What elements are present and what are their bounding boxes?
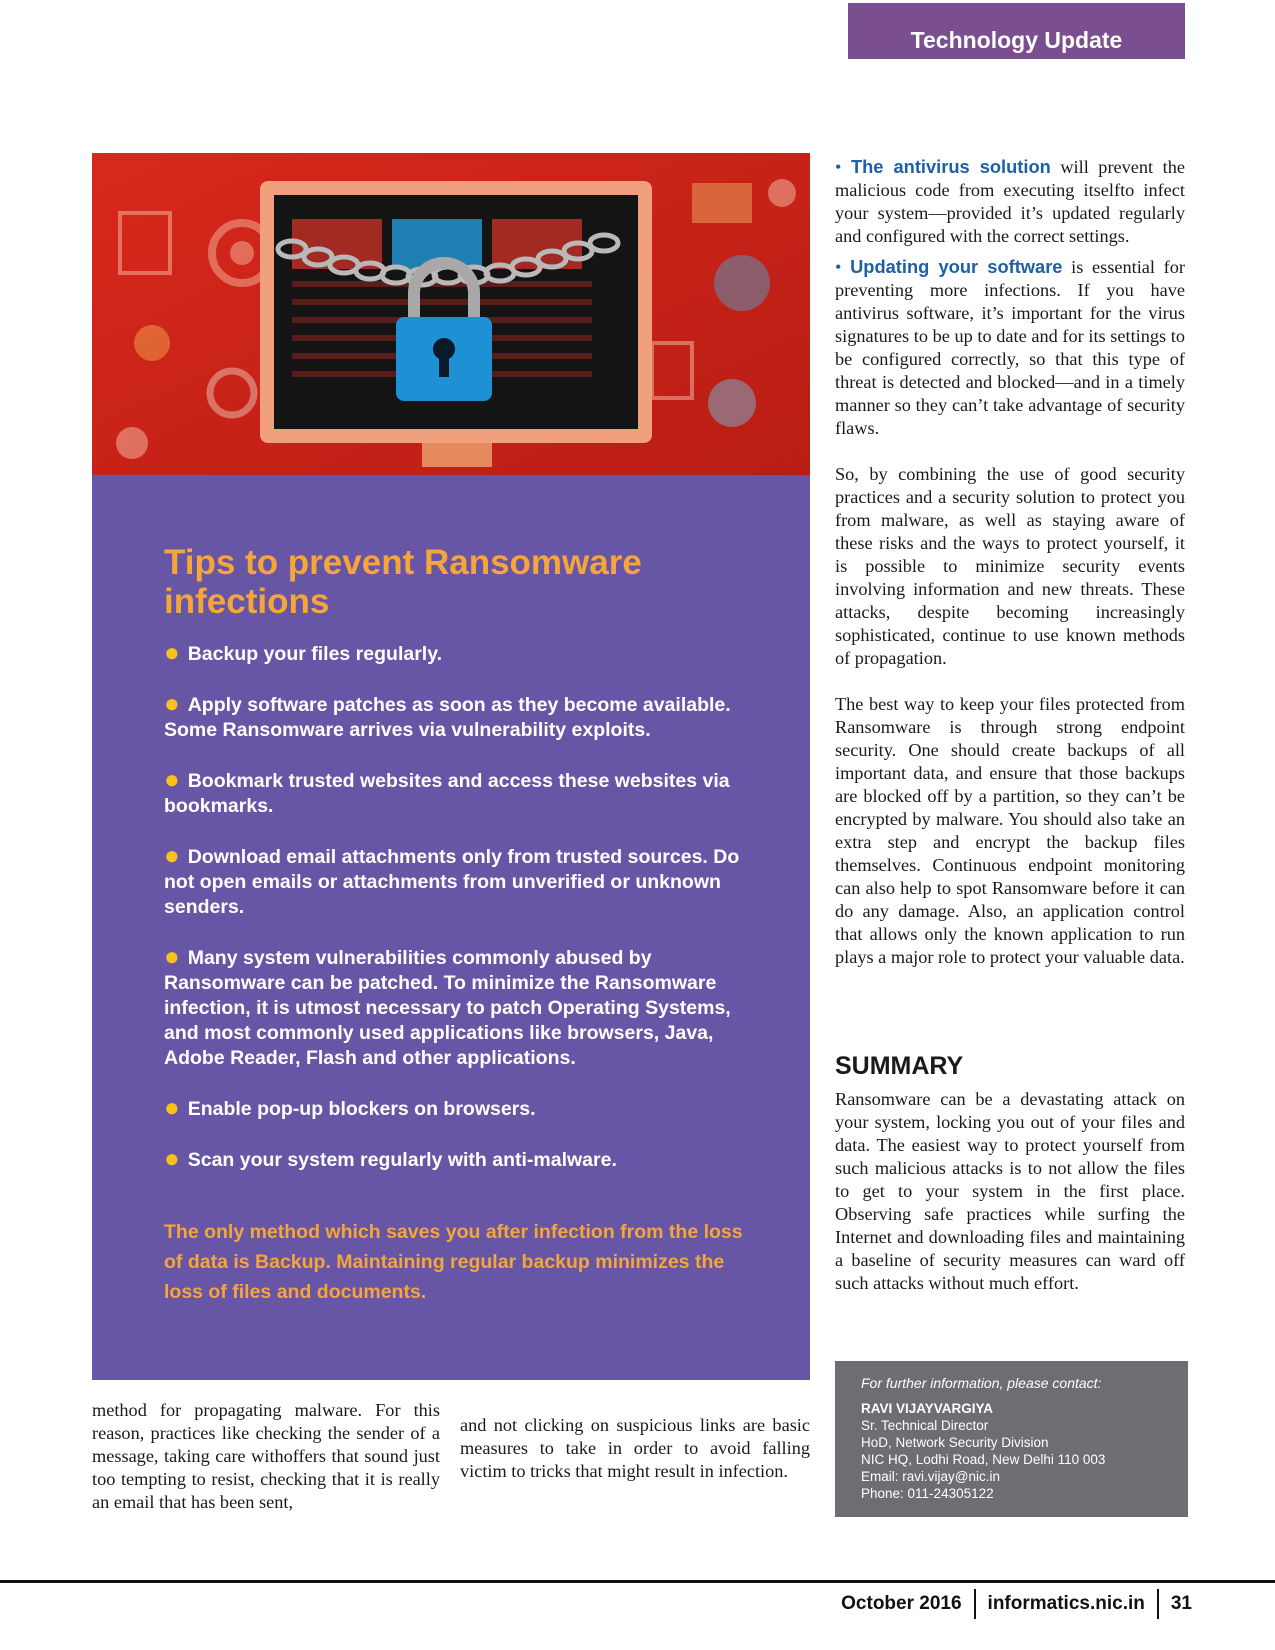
ransomware-illustration <box>92 153 810 475</box>
contact-email: Email: ravi.vijay@nic.in <box>861 1469 1000 1484</box>
footer-site: informatics.nic.in <box>987 1593 1145 1614</box>
footer-divider <box>1157 1589 1159 1619</box>
tips-box <box>92 475 810 1380</box>
bullet-dot-icon: ● <box>164 1143 180 1173</box>
tips-title: Tips to prevent Ransomware infections <box>164 543 642 621</box>
contact-division: HoD, Network Security Division <box>861 1435 1049 1450</box>
contact-phone: Phone: 011-24305122 <box>861 1486 994 1501</box>
bullet-dot-icon: ● <box>164 1092 180 1122</box>
bullet-dot-icon: ● <box>164 637 180 667</box>
contact-intro: For further information, please contact: <box>861 1375 1102 1391</box>
contact-name: RAVI VIJAYVARGIYA <box>861 1401 994 1416</box>
combining-paragraph: So, by combining the use of good security practices and a security solution to protect you from malware, as well as staying aware of these risks and the ways to protect yourself, it is possible to minimize security events involving information and new threats. These attacks, despite becoming increasingly sophisticated, continue to use known methods of propagation. <box>835 464 1185 668</box>
bullet-dot-icon: ● <box>164 840 180 870</box>
list-item: ● Apply software patches as soon as they become available. Some Ransomware arrives via vulnerability exploits. <box>164 688 731 741</box>
contact-address: NIC HQ, Lodhi Road, New Delhi 110 003 <box>861 1452 1106 1467</box>
summary-heading: SUMMARY <box>835 1052 964 1080</box>
list-item: ● Download email attachments only from trusted sources. Do not open emails or attachments from unverified or unknown senders. <box>164 840 740 918</box>
list-item: ● Bookmark trusted websites and access these websites via bookmarks. <box>164 764 730 817</box>
antivirus-heading: The antivirus solution <box>850 156 1051 177</box>
section-tab <box>848 3 1185 59</box>
list-item: ● Backup your files regularly. <box>164 637 443 667</box>
endpoint-paragraph: The best way to keep your files protected from Ransomware is through strong endpoint security. One should create backups of all important data, and ensure that those backups are blocked off by a partition, so they can’t be encrypted by malware. You should also take an extra step and encrypt the backup files themselves. Continuous endpoint monitoring can also help to spot Ransomware before it can do any damage. Also, an application control that allows only the known application to run plays a major role to protect your valuable data. <box>835 694 1185 967</box>
updating-heading: Updating your software <box>850 256 1063 277</box>
updating-paragraph: • Updating your software is essential for preventing more infections. If you have antivirus software, it’s important for the virus signatures to be up to date and for its settings to be configured correctly, so that this type of threat is detected and blocked—and in a timely manner so they can’t take advantage of security flaws. <box>835 256 1185 438</box>
tips-list <box>164 637 744 1197</box>
bullet-dot-icon: • <box>835 157 851 177</box>
footer-divider <box>974 1589 976 1619</box>
footer-date: October 2016 <box>841 1593 962 1614</box>
contact-title: Sr. Technical Director <box>861 1418 989 1433</box>
tips-closing-note: The only method which saves you after infection from the loss of data is Backup. Maintaining regular backup minimizes the loss of files and documents. <box>164 1221 743 1303</box>
list-item: ● Scan your system regularly with anti-malware. <box>164 1143 617 1173</box>
list-item: ● Enable pop-up blockers on browsers. <box>164 1092 536 1122</box>
contact-box <box>835 1361 1188 1517</box>
page-number: 31 <box>1170 1593 1192 1614</box>
bullet-dot-icon: ● <box>164 688 180 718</box>
bullet-dot-icon: ● <box>164 941 180 971</box>
summary-text: Ransomware can be a devastating attack on your system, locking you out of your files and data. The easiest way to protect yourself from such malicious attacks is to not allow the files to get to your system in the first place. Observing safe practices while surfing the Internet and downloading files and maintaining a baseline of security measures can ward off such attacks without much effort. <box>835 1089 1185 1293</box>
page-footer <box>841 1588 1192 1620</box>
antivirus-paragraph: • The antivirus solution will prevent the malicious code from executing itselfto infect your system—provided it’s updated regularly and configured with the correct settings. <box>835 156 1185 246</box>
section-label: Technology Update <box>910 27 1123 53</box>
right-column <box>835 155 1185 992</box>
bullet-dot-icon: ● <box>164 764 180 794</box>
bottom-left-column: method for propagating malware. For this reason, practices like checking the sender of a message, taking care withoffers that sound just too tempting to resist, checking that it is really an email that has been sent, <box>92 1400 440 1512</box>
footer-rule <box>0 1580 1275 1583</box>
bullet-dot-icon: • <box>835 257 851 277</box>
bottom-middle-column: and not clicking on suspicious links are basic measures to take in order to avoid falling victim to tricks that might result in infection. <box>460 1415 810 1481</box>
list-item: ● Many system vulnerabilities commonly abused by Ransomware can be patched. To minimize the Ransomware infection, it is utmost necessary to patch Operating Systems, and most commonly used applications like browsers, Java, Adobe Reader, Flash and other applications. <box>164 941 731 1069</box>
